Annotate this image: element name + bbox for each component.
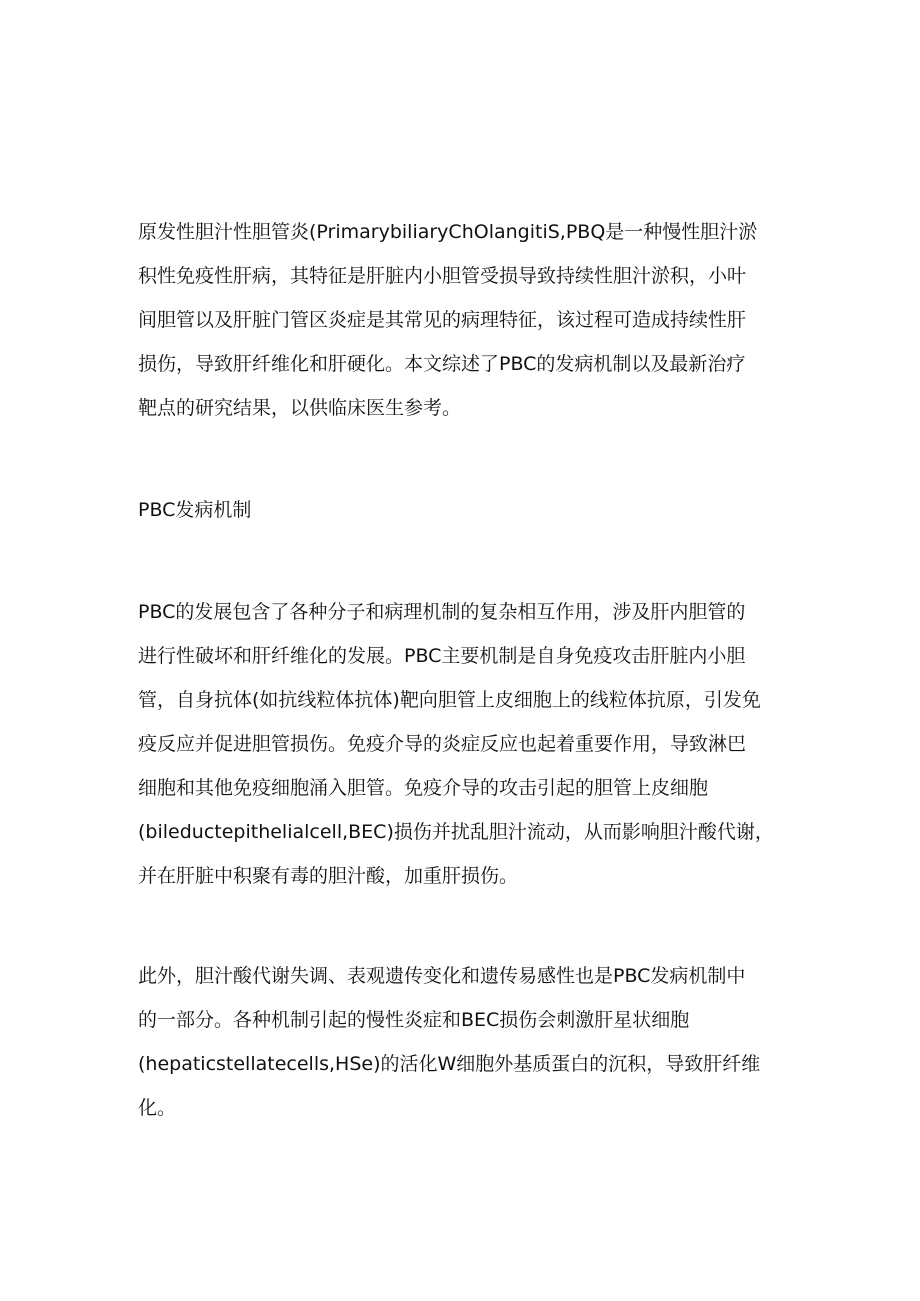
text-line: 的一部分。各种机制引起的慢性炎症和BEC损伤会刺激肝星状细胞 <box>138 1009 690 1031</box>
paragraph-mechanism <box>138 590 788 898</box>
text-line: 此外，胆汁酸代谢失调、表观遗传变化和遗传易感性也是PBC发病机制中 <box>138 965 746 987</box>
text-line: (bileductepithelialcell,BEC)损伤并扰乱胆汁流动，从而影响胆汁酸代谢， <box>138 821 774 843</box>
text-line: 化。 <box>138 1097 177 1119</box>
text-line: 靶点的研究结果，以供临床医生参考。 <box>138 397 462 419</box>
text-line: (hepaticstellatecells,HSe)的活化W细胞外基质蛋白的沉积，导致肝纤维 <box>138 1053 761 1075</box>
paragraph-spacer <box>138 898 788 954</box>
text-line: 间胆管以及肝脏门管区炎症是其常见的病理特征，该过程可造成持续性肝 <box>138 309 747 331</box>
paragraph-spacer <box>138 430 788 488</box>
text-line: 并在肝脏中积聚有毒的胆汁酸，加重肝损伤。 <box>138 865 519 887</box>
paragraph-additional <box>138 954 788 1130</box>
text-line: 原发性胆汁性胆管炎(PrimarybiliaryChOlangitiS,PBQ是一种慢性胆汁淤 <box>138 221 758 243</box>
paragraph-intro <box>138 210 788 430</box>
paragraph-spacer <box>138 532 788 590</box>
text-line: PBC的发展包含了各种分子和病理机制的复杂相互作用，涉及肝内胆管的 <box>138 601 746 623</box>
text-line: 进行性破坏和肝纤维化的发展。PBC主要机制是自身免疫攻击肝脏内小胆 <box>138 645 746 667</box>
text-line: 损伤，导致肝纤维化和肝硬化。本文综述了PBC的发病机制以及最新治疗 <box>138 353 746 375</box>
section-heading: PBC发病机制 <box>138 499 252 521</box>
document-body <box>138 210 788 1130</box>
text-line: 疫反应并促进胆管损伤。免疫介导的炎症反应也起着重要作用，导致淋巴 <box>138 733 747 755</box>
text-line: 积性免疫性肝病，其特征是肝脏内小胆管受损导致持续性胆汁淤积，小叶 <box>138 265 747 287</box>
text-line: 细胞和其他免疫细胞涌入胆管。免疫介导的攻击引起的胆管上皮细胞 <box>138 777 709 799</box>
text-line: 管，自身抗体(如抗线粒体抗体)靶向胆管上皮细胞上的线粒体抗原，引发免 <box>138 689 761 711</box>
